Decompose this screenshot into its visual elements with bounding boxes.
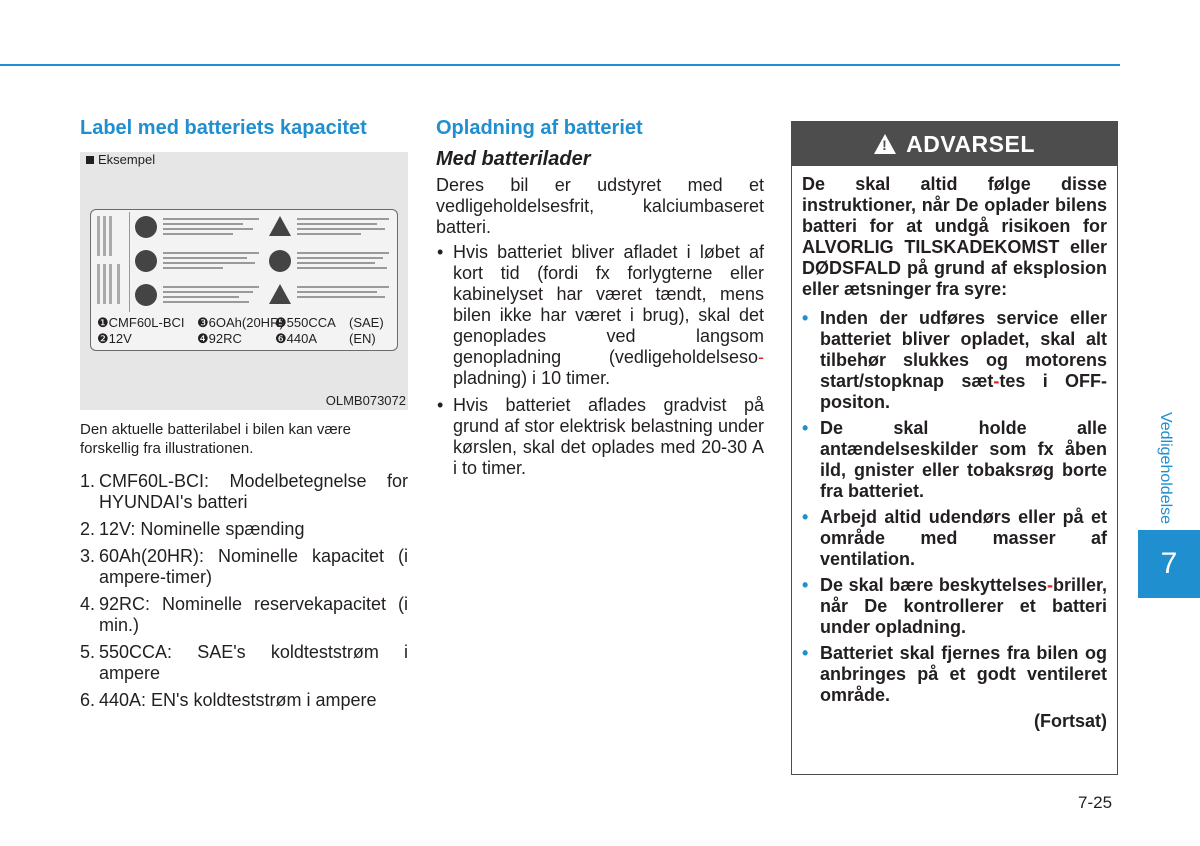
warning-header (792, 122, 1117, 166)
figure-tag: Eksempel (86, 152, 155, 167)
square-bullet-icon (86, 156, 94, 164)
top-rule (0, 64, 1120, 66)
warning-title: ADVARSEL (906, 130, 1035, 157)
warning-box (791, 121, 1118, 775)
list-item: 4. 92RC: Nominelle reservekapacitet (i min.) (80, 594, 408, 635)
list-item: • Batteriet skal fjernes fra bilen og anbringes på et godt ventileret område. (802, 643, 1107, 705)
label-legend-list (80, 471, 408, 711)
list-item: • De skal bære beskyttelses-briller, når De kontrollerer et batteri under opladning. (802, 575, 1107, 637)
keep-away-children-icon (135, 284, 157, 306)
middle-column (436, 117, 764, 485)
read-manual-icon (269, 250, 291, 272)
left-column (80, 117, 408, 717)
charger-subheading: Med batterilader (436, 148, 591, 170)
list-item: • Arbejd altid udendørs eller på et område med masser af ventilation. (802, 507, 1107, 569)
caution-text-block (93, 212, 130, 312)
eye-protection-icon (135, 250, 157, 272)
list-item: 6. 440A: EN's koldteststrøm i ampere (80, 690, 377, 710)
battery-label-illustration: ❶CMF60L-BCI ❸6OAh(20HR) ❺550CCA (SAE) ❷12V ❹92RC ❻440A (EN) (90, 209, 398, 351)
list-item: 1. CMF60L-BCI: Modelbetegnelse for HYUNDAI's batteri (80, 471, 408, 512)
continued-label: (Fortsat) (1034, 711, 1107, 731)
list-item: • De skal holde alle antændelseskilder som fx åben ild, gnister eller tobaksrøg borte fra batteriet. (802, 418, 1107, 501)
page-number: 7-25 (1078, 793, 1113, 812)
battery-label-heading: Label med batteriets kapacitet (80, 117, 367, 139)
charging-heading: Opladning af batteriet (436, 117, 643, 139)
no-smoking-icon (135, 216, 157, 238)
section-side-label: Vedligeholdelse (1157, 411, 1174, 525)
list-item: • Hvis batteriet bliver afladet i løbet af kort tid (fordi fx forlygterne eller kabinelyset har været tændt, mens bilen ikke har været i brug), skal det genoplades ved langsom genopladning (vedligeholdelseso-pladning) i 10 timer. (437, 242, 764, 388)
warning-list (802, 308, 1107, 706)
figure-code: OLMB073072 (325, 393, 406, 408)
warning-body (792, 166, 1117, 732)
list-item: • Inden der udføres service eller batteriet bliver opladet, skal alt tilbehør slukkes og motorens start/stopknap sæt-tes i OFF-positon. (802, 308, 1107, 412)
charging-intro: Deres bil er udstyret med et vedligeholdelsesfrit, kalciumbaseret batteri. (436, 175, 764, 237)
charging-bullets (436, 242, 764, 479)
warning-triangle-icon (874, 134, 896, 154)
list-item: 3. 60Ah(20HR): Nominelle kapacitet (i ampere-timer) (80, 546, 408, 587)
list-item: 5. 550CCA: SAE's koldteststrøm i ampere (80, 642, 408, 683)
chapter-tab[interactable]: 7 (1138, 530, 1200, 598)
battery-label-figure (80, 152, 408, 410)
acid-warning-icon (269, 216, 291, 236)
list-item: • Hvis batteriet aflades gradvist på grund af stor elektrisk belastning under kørslen, skal det oplades med 20-30 A i to timer. (437, 395, 764, 478)
list-item: 2. 12V: Nominelle spænding (80, 519, 305, 539)
figure-caption: Den aktuelle batterilabel i bilen kan være forskellig fra illustrationen. (80, 421, 351, 457)
explosive-warning-icon (269, 284, 291, 304)
warning-intro: De skal altid følge disse instruktioner, når De oplader bilens batteri for at undgå risikoen for ALVORLIG TILSKADEKOMST eller DØDSFALD på grund af eksplosion eller ætsninger fra syre: (802, 174, 1107, 299)
